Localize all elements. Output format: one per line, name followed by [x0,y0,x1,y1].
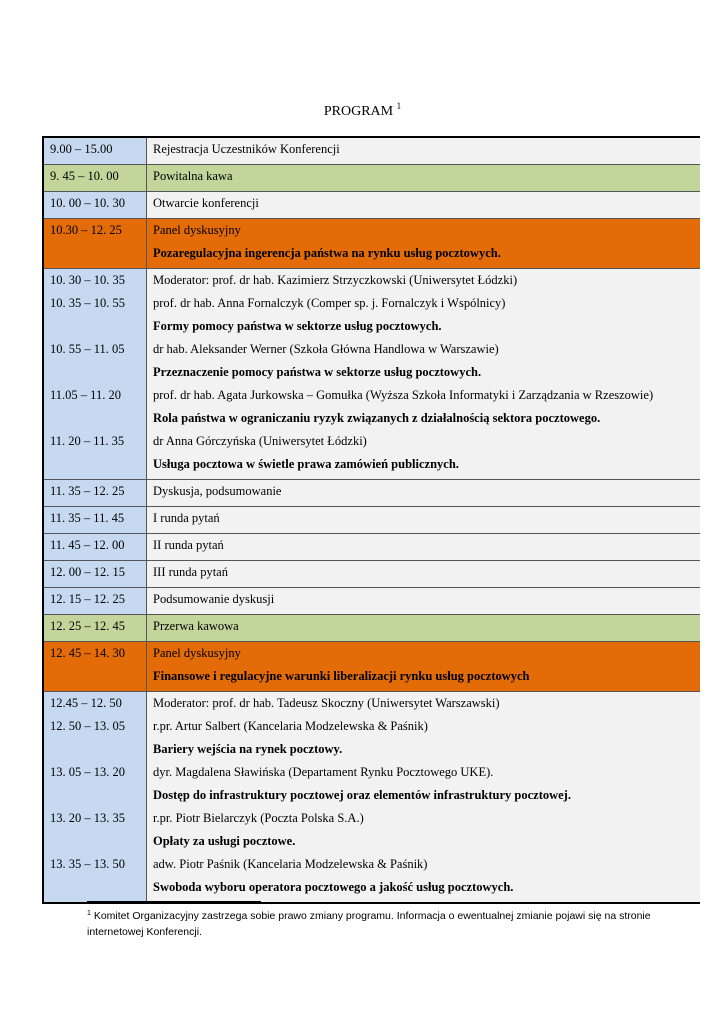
session-topic: Pozaregulacyjna ingerencja państwa na rynku usług pocztowych. [153,246,501,260]
time-cell [44,480,147,506]
page-title [0,101,725,120]
time-range: 10. 00 – 10. 30 [50,196,125,210]
time-range [50,456,146,479]
program-item-text: III runda pytań [153,565,228,579]
time-range [50,787,146,810]
session-topic: Przeznaczenie pomocy państwa w sektorze usług pocztowych. [153,365,482,379]
time-range: 11. 45 – 12. 00 [50,538,125,552]
program-row [44,192,700,219]
program-row [44,269,700,480]
time-range: 10.30 – 12. 25 [50,223,122,237]
program-row [44,642,700,692]
content-cell [147,269,700,479]
program-item-text: I runda pytań [153,511,220,525]
content-cell [147,138,700,164]
content-cell [147,642,700,691]
time-range: 13. 35 – 13. 50 [50,857,125,871]
program-item-text: Rejestracja Uczestników Konferencji [153,142,340,156]
time-range: 12. 25 – 12. 45 [50,619,125,633]
time-cell [44,192,147,218]
title-text: PROGRAM [323,104,394,119]
program-row [44,534,700,561]
session-topic: Swoboda wyboru operatora pocztowego a jakość usług pocztowych. [153,880,514,894]
footnote [87,906,657,940]
time-range: 11. 20 – 11. 35 [50,434,125,448]
session-topic: Finansowe i regulacyjne warunki liberalizacji rynku usług pocztowych [153,669,530,683]
session-topic: Bariery wejścia na rynek pocztowy. [153,742,343,756]
program-table [42,136,700,904]
session-topic: Formy pomocy państwa w sektorze usług pocztowych. [153,319,442,333]
content-cell [147,534,700,560]
time-cell [44,269,147,479]
time-range: 10. 30 – 10. 35 [50,273,125,287]
time-range: 13. 05 – 13. 20 [50,765,125,779]
time-cell [44,138,147,164]
time-range: 12. 45 – 14. 30 [50,646,125,660]
program-row [44,165,700,192]
session-topic: Opłaty za usługi pocztowe. [153,834,296,848]
program-item-text: Panel dyskusyjny [153,646,241,660]
time-range: 12. 50 – 13. 05 [50,719,125,733]
program-item-text: Moderator: prof. dr hab. Tadeusz Skoczny (Uniwersytet Warszawski) [153,696,500,710]
program-item-text: Dyskusja, podsumowanie [153,484,282,498]
time-range: 11.05 – 11. 20 [50,388,121,402]
program-row [44,615,700,642]
time-range: 12. 15 – 12. 25 [50,592,125,606]
time-cell [44,588,147,614]
content-cell [147,692,700,902]
time-cell [44,219,147,268]
time-range [50,833,146,856]
time-range: 9.00 – 15.00 [50,142,113,156]
time-range [50,879,146,902]
content-cell [147,219,700,268]
program-item-text: dr hab. Aleksander Werner (Szkoła Główna Handlowa w Warszawie) [153,342,499,356]
content-cell [147,561,700,587]
program-item-text: Otwarcie konferencji [153,196,259,210]
time-range [50,318,146,341]
session-topic: Usługa pocztowa w świetle prawa zamówień publicznych. [153,457,459,471]
program-row [44,138,700,165]
program-row [44,588,700,615]
program-item-text: dyr. Magdalena Sławińska (Departament Rynku Pocztowego UKE). [153,765,494,779]
session-topic: Dostęp do infrastruktury pocztowej oraz elementów infrastruktury pocztowej. [153,788,571,802]
content-cell [147,480,700,506]
content-cell [147,507,700,533]
program-item-text: Moderator: prof. dr hab. Kazimierz Strzyczkowski (Uniwersytet Łódzki) [153,273,518,287]
program-item-text: II runda pytań [153,538,224,552]
title-footnote-mark: 1 [396,101,402,111]
time-range: 10. 35 – 10. 55 [50,296,125,310]
time-cell [44,615,147,641]
program-item-text: adw. Piotr Paśnik (Kancelaria Modzelewska & Paśnik) [153,857,428,871]
program-item-text: r.pr. Piotr Bielarczyk (Poczta Polska S.A.) [153,811,364,825]
time-cell [44,561,147,587]
session-topic: Rola państwa w ograniczaniu ryzyk związanych z działalnością sektora pocztowego. [153,411,601,425]
time-range: 12. 00 – 12. 15 [50,565,125,579]
program-row [44,561,700,588]
time-range [50,741,146,764]
content-cell [147,615,700,641]
program-item-text: Przerwa kawowa [153,619,239,633]
time-range: 12.45 – 12. 50 [50,696,122,710]
time-range: 13. 20 – 13. 35 [50,811,125,825]
content-cell [147,588,700,614]
time-range [50,364,146,387]
time-range: 11. 35 – 11. 45 [50,511,125,525]
program-item-text: prof. dr hab. Agata Jurkowska – Gomułka (Wyższa Szkoła Informatyki i Zarządzania w Rzeszowie) [153,388,654,402]
program-item-text: r.pr. Artur Salbert (Kancelaria Modzelewska & Paśnik) [153,719,428,733]
time-cell [44,165,147,191]
program-item-text: prof. dr hab. Anna Fornalczyk (Comper sp. j. Fornalczyk i Wspólnicy) [153,296,506,310]
time-cell [44,534,147,560]
time-cell [44,642,147,691]
time-range: 11. 35 – 12. 25 [50,484,125,498]
program-item-text: Podsumowanie dyskusji [153,592,275,606]
time-cell [44,507,147,533]
time-range: 9. 45 – 10. 00 [50,169,119,183]
footnote-divider [87,901,261,902]
program-item-text: Powitalna kawa [153,169,233,183]
program-row [44,219,700,269]
program-row [44,480,700,507]
program-row [44,692,700,902]
program-row [44,507,700,534]
time-range [50,410,146,433]
footnote-mark: 1 [87,910,91,917]
program-item-text: Panel dyskusyjny [153,223,241,237]
content-cell [147,192,700,218]
content-cell [147,165,700,191]
time-range: 10. 55 – 11. 05 [50,342,125,356]
footnote-text: Komitet Organizacyjny zastrzega sobie prawo zmiany programu. Informacja o ewentualnej zmianie pojawi się na stronie internetowej Konferencji. [87,910,651,938]
time-cell [44,692,147,902]
program-item-text: dr Anna Górczyńska (Uniwersytet Łódzki) [153,434,367,448]
